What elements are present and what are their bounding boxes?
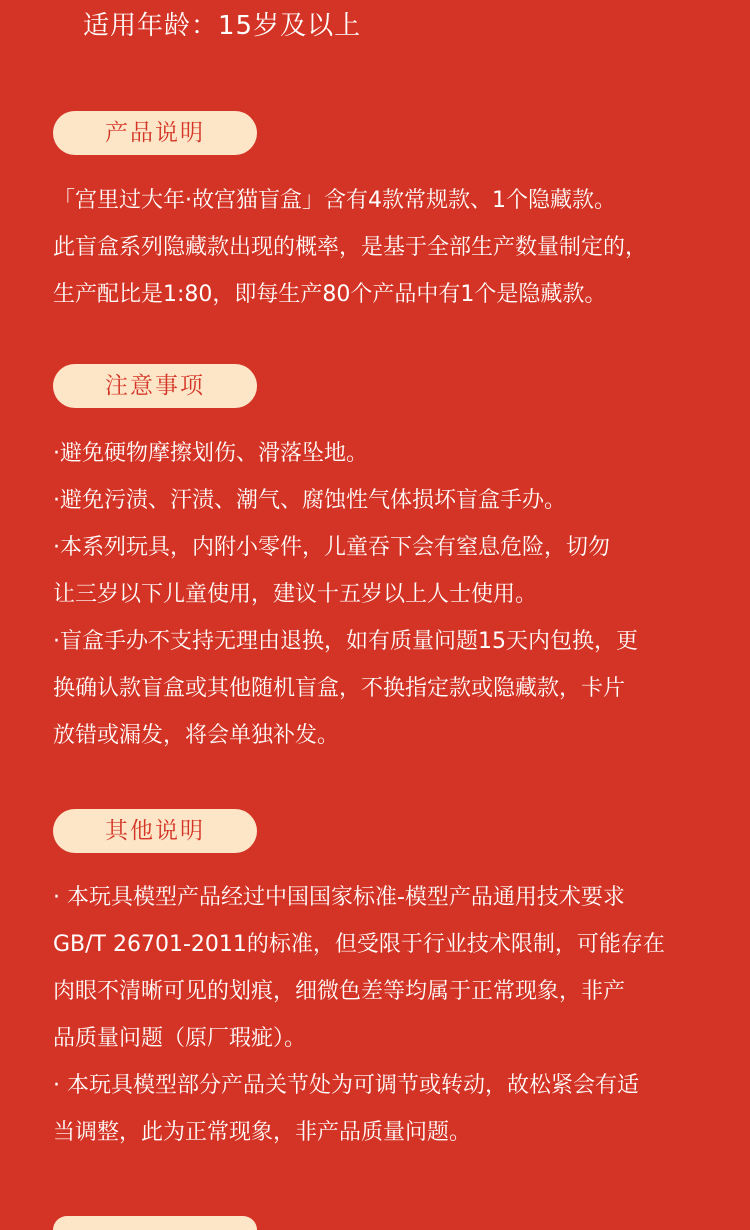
precautions-line: ·避免硬物摩擦划伤、滑落坠地。 <box>53 441 368 466</box>
other-notes-line: 当调整，此为正常现象，非产品质量问题。 <box>53 1120 472 1145</box>
precautions-line: ·盲盒手办不支持无理由退换，如有质量问题15天内包换，更 <box>53 629 638 654</box>
product-info-line: 生产配比是1:80，即每生产80个产品中有1个是隐藏款。 <box>53 282 607 307</box>
precautions-line: ·避免污渍、汗渍、潮气、腐蚀性气体损坏盲盒手办。 <box>53 488 566 513</box>
precautions-line: ·本系列玩具，内附小零件，儿童吞下会有窒息危险，切勿 <box>53 535 610 560</box>
section-title-precautions: 注意事项 <box>53 364 257 408</box>
other-notes-line: 肉眼不清晰可见的划痕，细微色差等均属于正常现象，非产 <box>53 979 626 1004</box>
other-notes-line: · 本玩具模型部分产品关节处为可调节或转动，故松紧会有适 <box>53 1073 639 1098</box>
section-title-next-cutoff <box>53 1216 257 1230</box>
section-title-product-info: 产品说明 <box>53 111 257 155</box>
product-info-line: 此盲盒系列隐藏款出现的概率，是基于全部生产数量制定的， <box>53 235 648 260</box>
age-requirement: 适用年龄：15岁及以上 <box>83 11 362 41</box>
other-notes-line: · 本玩具模型产品经过中国国家标准-模型产品通用技术要求 <box>53 885 625 910</box>
other-notes-line: GB/T 26701-2011的标准，但受限于行业技术限制，可能存在 <box>53 932 665 957</box>
precautions-text <box>53 430 703 759</box>
other-notes-text <box>53 874 703 1156</box>
product-info-text <box>53 177 703 318</box>
product-info-line: 「宫里过大年·故宫猫盲盒」含有4款常规款、1个隐藏款。 <box>53 188 616 213</box>
other-notes-line: 品质量问题（原厂瑕疵）。 <box>53 1026 307 1051</box>
precautions-line: 换确认款盲盒或其他随机盲盒，不换指定款或隐藏款，卡片 <box>53 676 626 701</box>
precautions-line: 放错或漏发，将会单独补发。 <box>53 723 340 748</box>
precautions-line: 让三岁以下儿童使用，建议十五岁以上人士使用。 <box>53 582 538 607</box>
section-title-other-notes: 其他说明 <box>53 809 257 853</box>
